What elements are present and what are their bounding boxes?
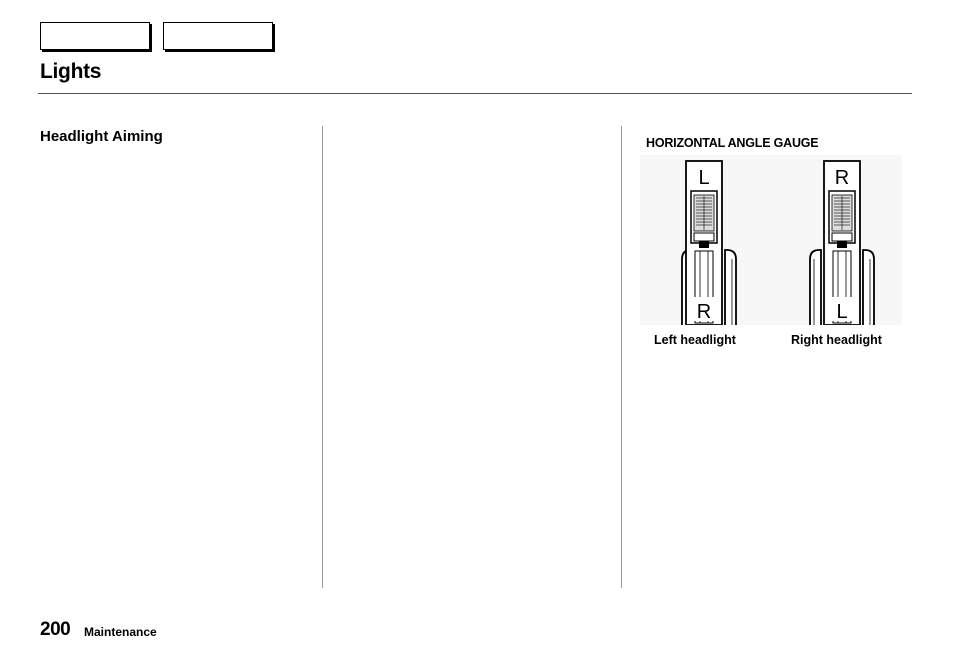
column-divider: [621, 126, 622, 588]
horizontal-angle-gauge-illustration: [640, 155, 910, 325]
footer-section-name: Maintenance: [84, 625, 157, 639]
nav-button-2[interactable]: [163, 22, 273, 50]
left-headlight-label: Left headlight: [654, 333, 736, 347]
figure-caption: HORIZONTAL ANGLE GAUGE: [646, 136, 819, 150]
page-number: 200: [40, 619, 71, 640]
title-divider: [38, 93, 912, 94]
right-gauge-top-letter: R: [834, 167, 850, 189]
left-gauge-top-letter: L: [698, 167, 710, 189]
left-gauge-bottom-letter: R: [696, 301, 712, 323]
right-gauge-bottom-letter: L: [836, 301, 848, 323]
nav-button-1[interactable]: [40, 22, 150, 50]
column-divider: [322, 126, 323, 588]
section-heading: Headlight Aiming: [40, 128, 163, 145]
page-title: Lights: [40, 60, 102, 83]
right-headlight-label: Right headlight: [791, 333, 882, 347]
